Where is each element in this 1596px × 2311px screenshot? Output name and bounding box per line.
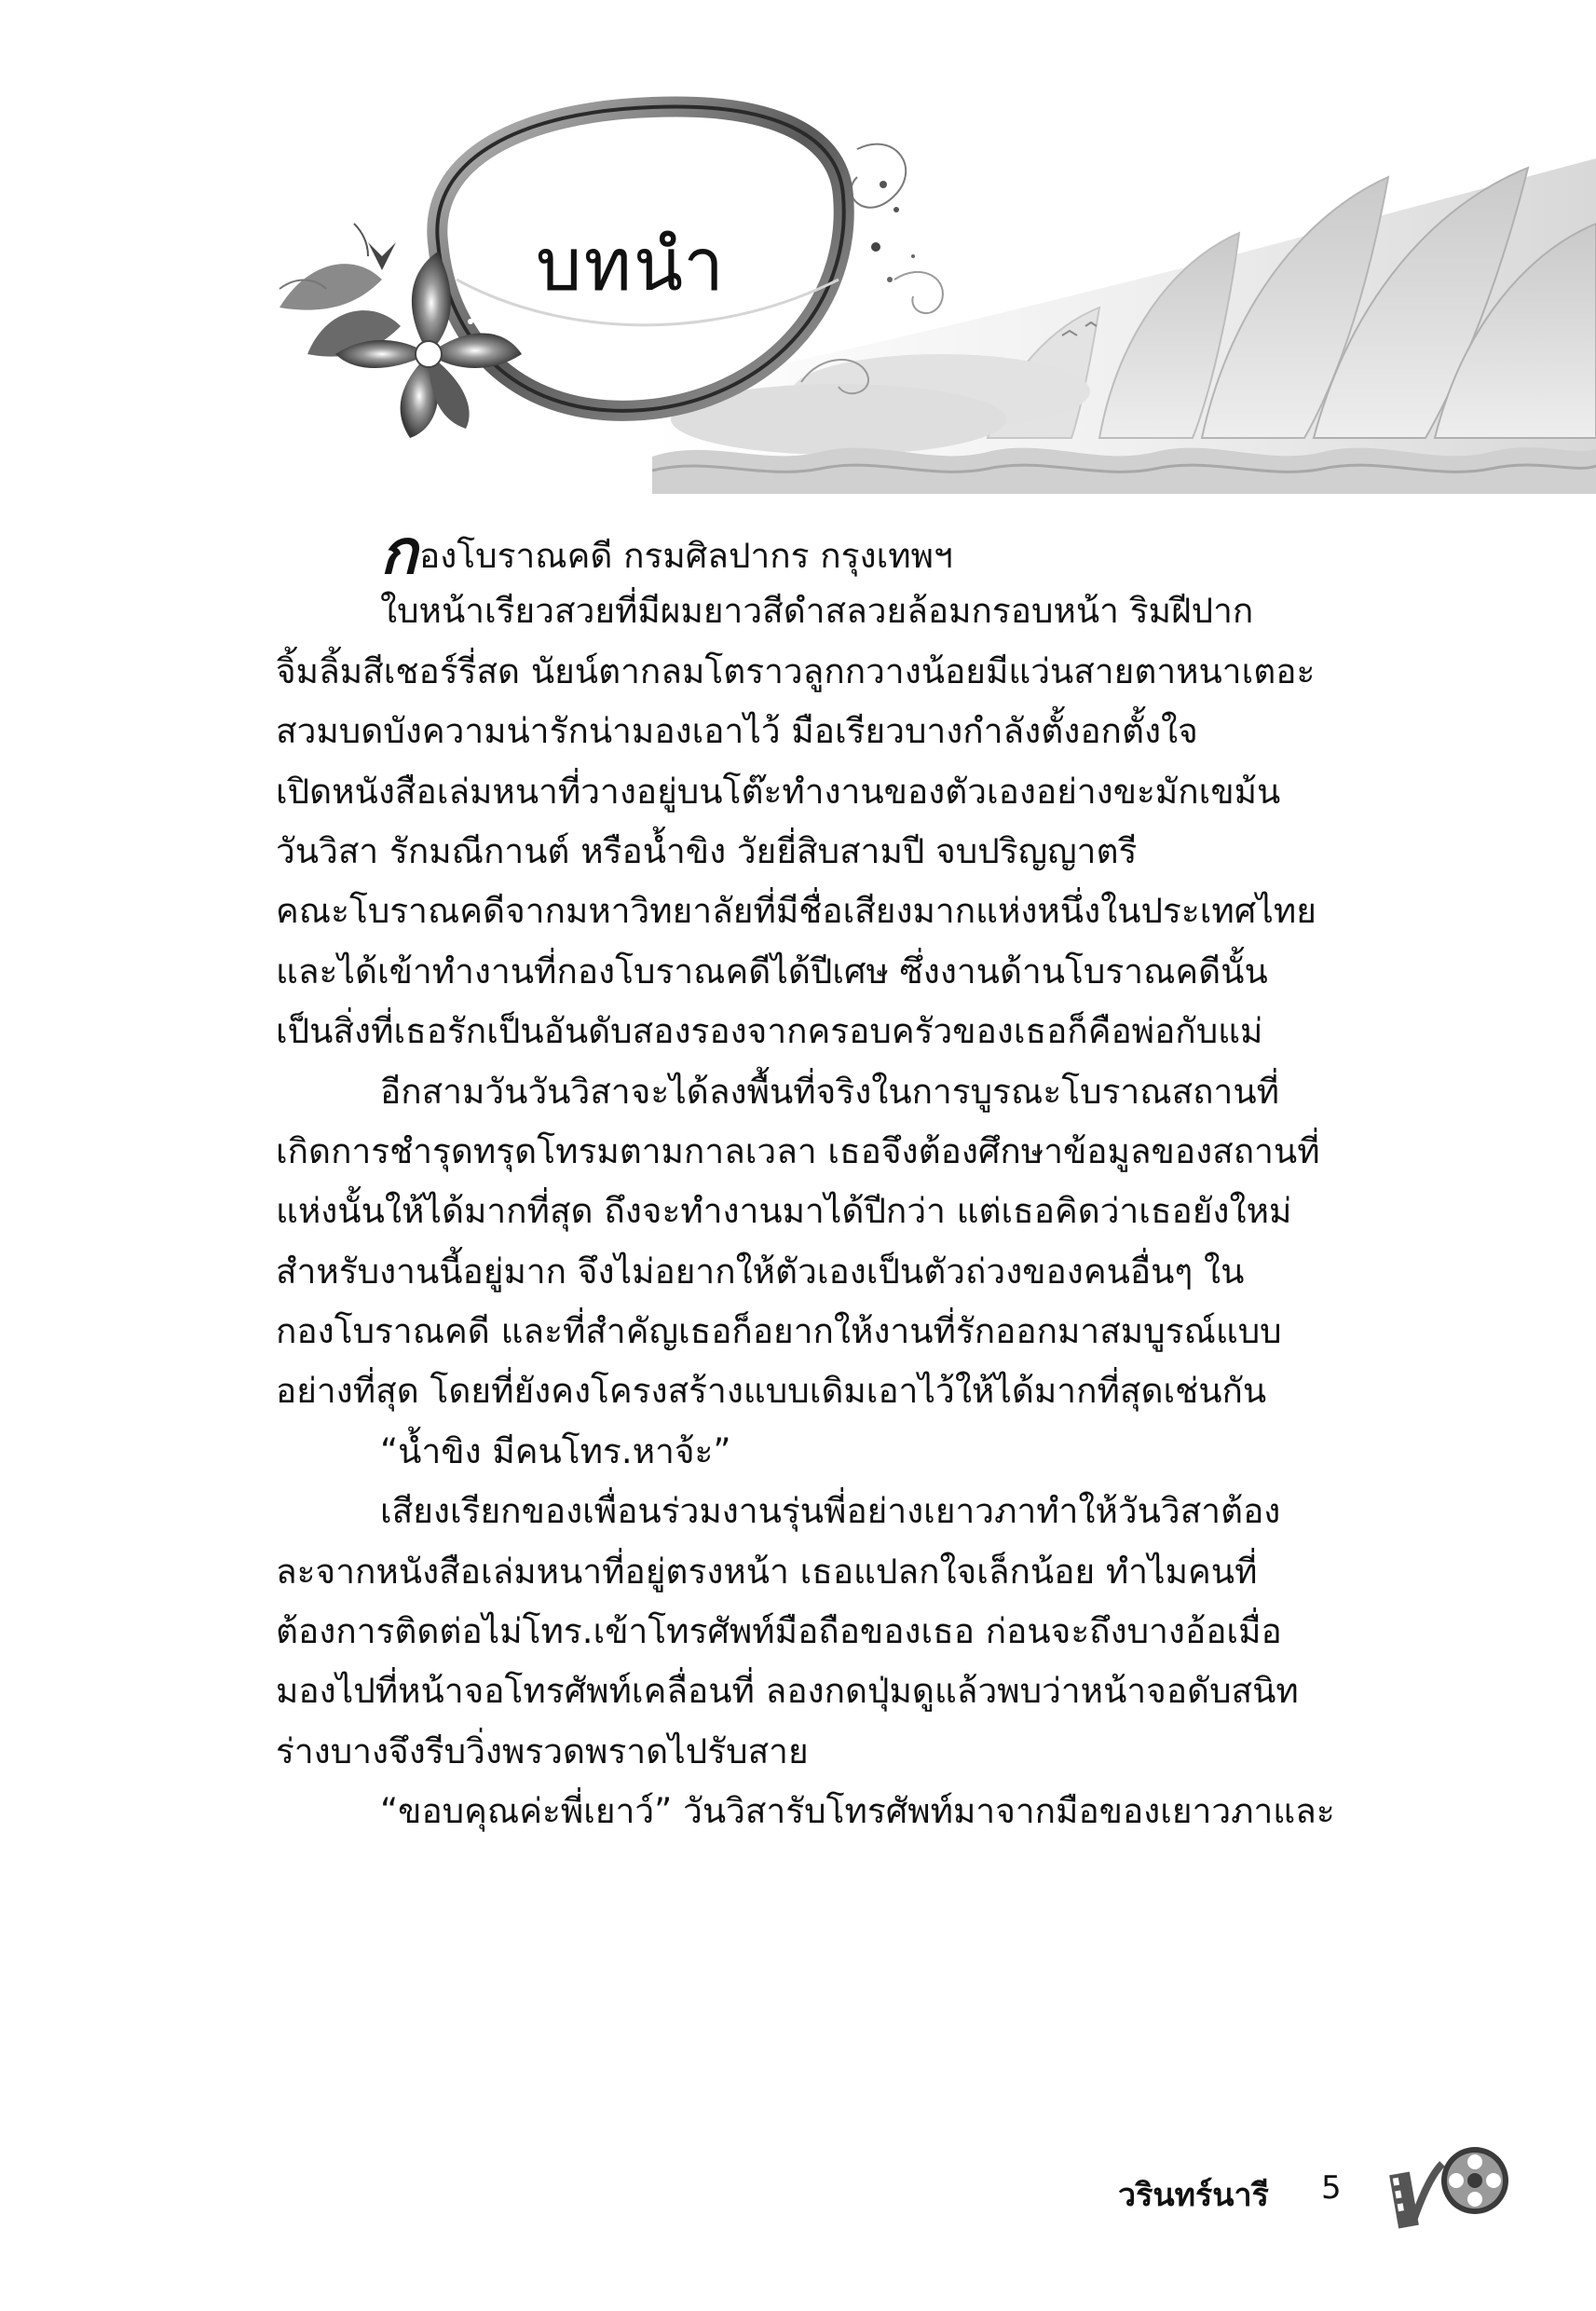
text-line-content: ต้องการติดต่อไม่โทร.เข้าโทรศัพท์มือถือของเธอ ก่อนจะถึงบางอ้อเมื่อ [276,1611,1282,1652]
text-line-content: จิ้มลิ้มสีเชอร์รี่สด นัยน์ตากลมโตราวลูกกวางน้อยมีแว่นสายตาหนาเตอะ [276,650,1316,691]
text-line [276,1302,1409,1361]
page-number: 5 [1321,2169,1342,2207]
text-line [276,942,1409,1002]
chapter-header [0,0,1596,494]
text-line-content: คณะโบราณคดีจากมหาวิทยาลัยที่มีชื่อเสียงมากแห่งหนึ่งในประเทศไทย [276,891,1316,932]
text-line-content: กองโบราณคดี และที่สำคัญเธอก็อยากให้งานที่รักออกมาสมบูรณ์แบบ [276,1311,1282,1352]
text-line [276,882,1409,941]
text-line-content: “น้ำขิง มีคนโทร.หาจ้ะ” [380,1430,731,1471]
text-line-content: มองไปที่หน้าจอโทรศัพท์เคลื่อนที่ ลองกดปุ่มดูแล้วพบว่าหน้าจอดับสนิท [276,1671,1299,1712]
text-line [276,1182,1409,1241]
text-line [276,1782,1409,1841]
header-artwork [0,0,1596,494]
text-line-content: อย่างที่สุด โดยที่ยังคงโครงสร้างแบบเดิมเอาไว้ให้ได้มากที่สุดเช่นกัน [276,1371,1267,1412]
chapter-title: บทนำ [536,224,727,308]
text-line-content: “ขอบคุณค่ะพี่เยาว์” วันวิสารับโทรศัพท์มาจากมือของเยาวภาและ [380,1791,1335,1832]
text-line-content: เสียงเรียกของเพื่อนร่วมงานรุ่นพี่อย่างเยาวภาทำให้วันวิสาต้อง [380,1491,1281,1532]
text-line-content: เกิดการชำรุดทรุดโทรมตามกาลเวลา เธอจึงต้องศึกษาข้อมูลของสถานที่ [276,1130,1320,1171]
text-line [276,822,1409,882]
text-line-content: วันวิสา รักมณีกานต์ หรือน้ำขิง วัยยี่สิบสามปี จบปริญญาตรี [276,830,1138,871]
text-line [276,1661,1409,1721]
text-line [276,1722,1409,1782]
text-line [276,581,1409,641]
text-line [276,642,1409,702]
text-line-content: ละจากหนังสือเล่มหนาที่อยู่ตรงหน้า เธอแปลกใจเล็กน้อย ทำไมคนที่ [276,1551,1258,1592]
text-line [276,1482,1409,1541]
book-title: วรินทร์นารี [1118,2177,1269,2214]
text-line-content: เป็นสิ่งที่เธอรักเป็นอันดับสองรองจากครอบครัวของเธอก็คือพ่อกับแม่ [276,1011,1263,1052]
text-line-content: อีกสามวันวันวิสาจะได้ลงพื้นที่จริงในการบูรณะโบราณสถานที่ [380,1071,1280,1112]
text-line [276,1122,1409,1182]
text-line [276,1422,1409,1482]
text-line-content: สำหรับงานนี้อยู่มาก จึงไม่อยากให้ตัวเองเป็นตัวถ่วงของคนอื่นๆ ใน [276,1251,1245,1292]
film-reel-icon [1386,2136,1517,2229]
text-line [276,1542,1409,1602]
text-line [276,1002,1409,1061]
text-line [276,1242,1409,1302]
text-line [276,702,1409,761]
text-line [276,1062,1409,1122]
text-line-content: ร่างบางจึงรีบวิ่งพรวดพราดไปรับสาย [276,1730,809,1771]
drop-cap: ก [380,522,417,582]
text-line [276,1602,1409,1661]
text-line-content: ใบหน้าเรียวสวยที่มีผมยาวสีดำสลวยล้อมกรอบหน้า ริมฝีปาก [380,591,1254,632]
text-line-content: สวมบดบังความน่ารักน่ามองเอาไว้ มือเรียวบางกำลังตั้งอกตั้งใจ [276,711,1198,752]
body-text [276,522,1409,1842]
text-line [276,1361,1409,1421]
text-line-content: แห่งนั้นให้ได้มากที่สุด ถึงจะทำงานมาได้ปีกว่า แต่เธอคิดว่าเธอยังใหม่ [276,1191,1292,1232]
text-line-content: องโบราณคดี กรมศิลปากร กรุงเทพฯ [418,536,953,576]
text-line [276,522,1409,581]
text-line-content: เปิดหนังสือเล่มหนาที่วางอยู่บนโต๊ะทำงานของตัวเองอย่างขะมักเขม้น [276,771,1281,812]
text-line [276,762,1409,822]
text-line-content: และได้เข้าทำงานที่กองโบราณคดีได้ปีเศษ ซึ่งงานด้านโบราณคดีนั้น [276,950,1268,991]
